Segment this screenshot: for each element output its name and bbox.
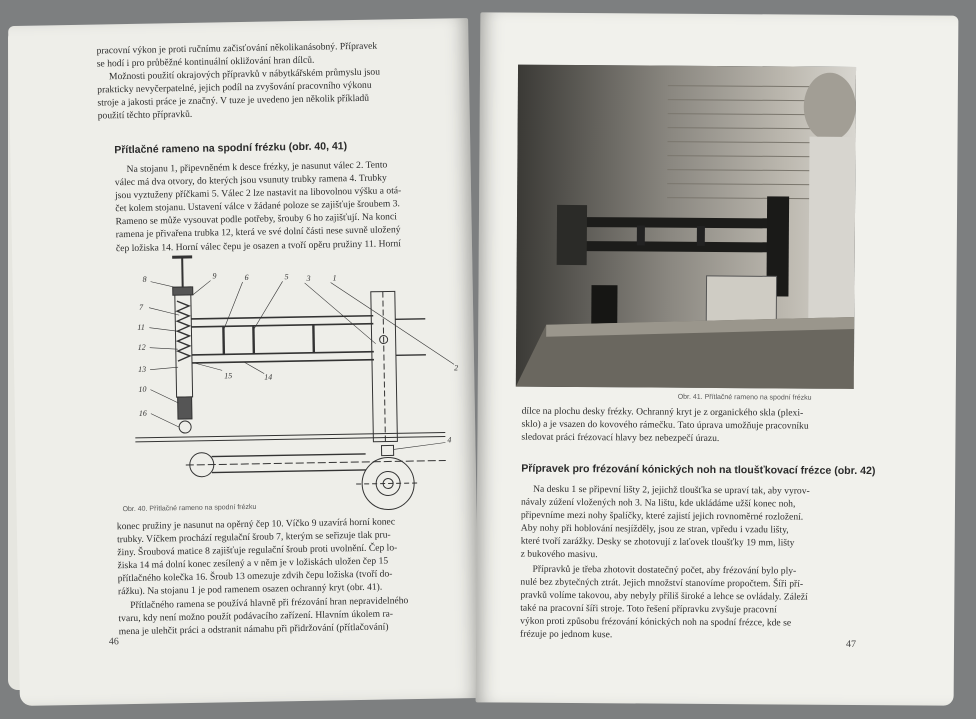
paragraph-1 — [115, 157, 453, 255]
technical-drawing — [112, 246, 467, 522]
section-heading: Přípravek pro frézování kónických noh na tloušťkovací frézce (obr. 42) — [521, 462, 876, 478]
figure-label: 12 — [137, 342, 146, 352]
text-line: Na stojanu 1, připevněném k desce frézky, je nasunut válec 2. Tento — [126, 159, 388, 176]
text-line: čet kolem stojanu. Ustavení válce v žádané poloze se zajišťuje šroubem 3. — [115, 198, 400, 215]
figure-label: 11 — [137, 322, 145, 332]
page-number: 46 — [108, 636, 119, 648]
text-line: také na pracovní šíři stroje. Toto řešení přípravku zvyšuje pracovní — [520, 602, 777, 616]
figure-label: 15 — [224, 371, 233, 381]
text-line: prakticky nevyčerpatelné, jejich podíl na zvyšování pracovního výkonu — [97, 80, 372, 96]
text-line: jsou vyztuženy příčkami 5. Válec 2 lze nastavit na libovolnou výšku a otá- — [114, 185, 402, 202]
text-line: nulé bez zbytečných ztrát. Jejich množství stanovíme propočtem. Šíři pří- — [520, 576, 804, 590]
text-line: které tvoří zarážky. Desky se zhotovují z laťovek tloušťky 19 mm, lišty — [520, 536, 795, 549]
figure-label: 3 — [306, 273, 311, 283]
text-line: sledovat práci frézovací hlavy bez nebezpečí úrazu. — [521, 431, 720, 445]
figure-label: 5 — [284, 272, 289, 282]
text-line: válec má dva otvory, do kterých jsou vsunuty trubky ramena 4. Trubky — [114, 172, 387, 189]
figure-label: 9 — [212, 271, 217, 281]
text-line: Přípravků je třeba zhotovit dostatečný počet, aby frézování bylo ply- — [532, 563, 797, 577]
paragraph-1 — [521, 405, 861, 447]
text-line: ramena je přivařena trubka 12, která ve své dolní části nese suvně uložený — [115, 224, 401, 241]
page-number: 47 — [845, 638, 857, 650]
figure-label: 1 — [332, 273, 337, 283]
text-line: pravků volíme takovou, aby nebyly příliš široké a lehce se ovládaly. Záleží — [520, 589, 808, 603]
text-line: připevníme mezi nohy špalíčky, které zajistí jejich rovnoměrné rozložení. — [520, 509, 804, 523]
text-line: dílce na plochu desky frézky. Ochranný kryt je z organického skla (plexi- — [521, 405, 804, 419]
text-line: Rameno se může vysouvat podle potřeby, šrouby 6 ho zajišťují. Na konci — [115, 211, 397, 228]
paragraph-2 — [117, 514, 459, 638]
text-line: konec pružiny je nasunut na opěrný čep 10. Víčko 9 uzavírá horní konec — [116, 516, 396, 533]
paragraph-2 — [521, 483, 862, 564]
section-heading: Přítlačné rameno na spodní frézku (obr. 40, 41) — [114, 140, 348, 157]
left-page — [8, 18, 480, 706]
text-line: Na desku 1 se připevní lišty 2, jejichž tloušťka se upraví tak, aby vyrov- — [533, 483, 810, 497]
text-line: sklo) a je vsazen do kovového rámečku. Tato úprava umožňuje pracovníku — [521, 418, 809, 432]
figure-label: 4 — [447, 435, 452, 445]
text-line: Přítlačného ramena se používá hlavně při frézování hran nepravidelného — [130, 594, 409, 611]
intro-text — [96, 38, 449, 123]
text-line: použití těchto přípravků. — [97, 109, 193, 122]
text-line: rážku). Na stojanu 1 je pod ramenem osazen ochranný kryt (obr. 41). — [117, 582, 383, 598]
text-line: žiny. Šroubová matice 8 zajišťuje regulační šroub proti uvolnění. Čep lo- — [117, 542, 398, 559]
text-line: frézuje po jednom kuse. — [520, 629, 613, 641]
right-page — [476, 12, 959, 705]
figure-label: 8 — [142, 274, 147, 284]
text-line: Možnosti použití okrajových přípravků v nábytkářském průmyslu jsou — [108, 66, 381, 83]
text-line: se hodí i pro průběžné kontinuální okližování hran dílců. — [96, 54, 315, 70]
figure-label: 6 — [244, 272, 249, 282]
figure-label: 10 — [138, 384, 147, 394]
photo-illustration — [516, 65, 856, 389]
text-line: tvaru, kdy není možno použít podávacího zařízení. Hlavním úkolem ra- — [118, 608, 394, 624]
text-line: pracovní výkon je proti ručnímu začisťování několikanásobný. Přípravek — [96, 40, 378, 57]
figure-label: 16 — [138, 408, 147, 418]
figure-caption: Obr. 40. Přítlačné rameno na spodní frézku — [122, 503, 257, 514]
text-line: trubky. Víčkem prochází regulační šroub 7, kterým se seřizuje tlak pru- — [116, 529, 391, 546]
text-line: stroje a jakosti práce je značný. V tuze je uvedeno jen několik příkladů — [97, 93, 370, 109]
text-line: čep ložiska 14. Horní válec čepu je osazen a tvoří opěru pružiny 11. Horní — [115, 237, 402, 254]
text-line: výkon proti způsobu frézování kónických noh na spodní frézce, kde se — [520, 616, 792, 629]
photo-caption: Obr. 41. Přítlačné rameno na spodní frézku — [677, 393, 812, 402]
text-line: Aby nohy při hoblování nesjížděly, jsou ze stran, vpředu i vzadu lišty, — [520, 522, 789, 536]
figure-label: 14 — [264, 372, 273, 382]
text-line: mena je ulehčit práci a odstranit námahu při přidržování (přítlačování) — [118, 621, 389, 637]
machine-photo — [516, 65, 856, 389]
text-line: z bukového masivu. — [520, 549, 598, 561]
text-line: návaly zúžení vložených noh 3. Na lištu, kde ukládáme užší konec noh, — [520, 496, 796, 510]
figure-label: 13 — [138, 364, 147, 374]
figure-label: 2 — [454, 363, 459, 373]
figure-label: 7 — [138, 302, 144, 312]
paragraph-3 — [520, 563, 861, 644]
text-line: přítlačného kolečka 16. Šroub 13 omezuje zdvih čepu ložiska (tvoří do- — [117, 568, 393, 585]
text-line: žiska 14 má dolní konec zesílený a v něm je v ložiskách uložen čep 15 — [117, 555, 389, 572]
